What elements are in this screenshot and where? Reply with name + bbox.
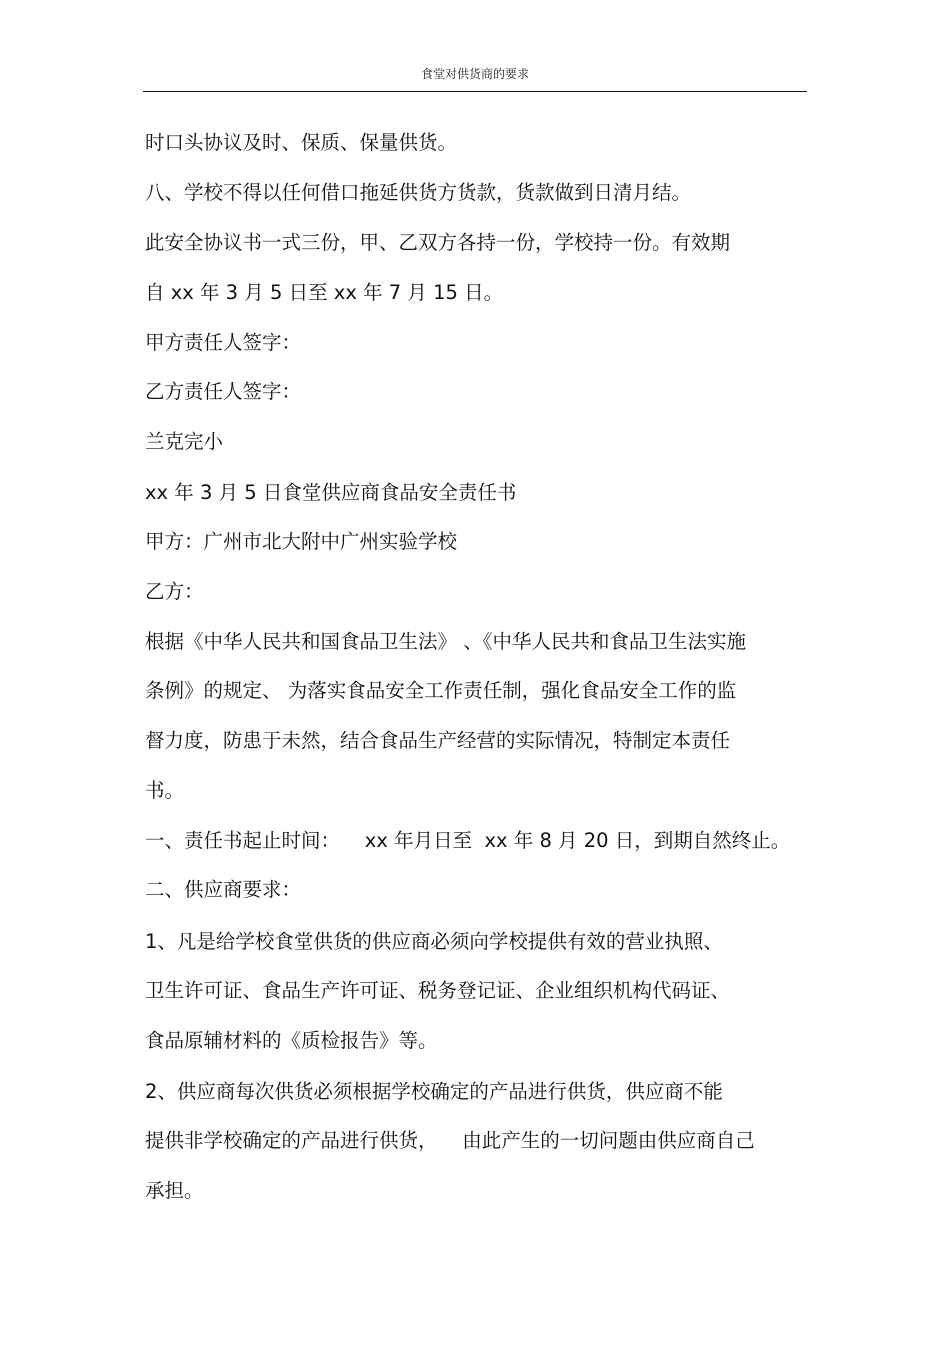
- body-line: 乙方：: [145, 580, 204, 603]
- body-line: 八、学校不得以任何借口拖延供货方货款，货款做到日清月结。: [145, 181, 692, 204]
- body-line: 根据《中华人民共和国食品卫生法》 、《中华人民共和食品卫生法实施: [145, 630, 746, 653]
- body-line: xx 年 3 月 5 日食堂供应商食品安全责任书: [145, 481, 517, 504]
- body-line: 条例》的规定、 为落实食品安全工作责任制，强化食品安全工作的监: [145, 679, 737, 702]
- body-line: 卫生许可证、食品生产许可证、税务登记证、企业组织机构代码证、: [145, 979, 731, 1002]
- body-line: 2、供应商每次供货必须根据学校确定的产品进行供货，供应商不能: [145, 1080, 723, 1103]
- body-line: 一、责任书起止时间： xx 年月日至 xx 年 8 月 20 日，到期自然终止。: [145, 829, 791, 852]
- body-line: 书。: [145, 779, 185, 802]
- body-line: 1、凡是给学校食堂供货的供应商必须向学校提供有效的营业执照、: [145, 930, 723, 953]
- body-line: 甲方：广州市北大附中广州实验学校: [145, 530, 458, 553]
- body-line: 自 xx 年 3 月 5 日至 xx 年 7 月 15 日。: [145, 281, 504, 304]
- body-line: 提供非学校确定的产品进行供货， 由此产生的一切问题由供应商自己: [145, 1129, 755, 1152]
- body-line: 二、供应商要求：: [145, 878, 302, 901]
- body-line: 承担。: [145, 1179, 204, 1202]
- body-line: 食品原辅材料的《质检报告》等。: [145, 1029, 438, 1052]
- body-line: 兰克完小: [145, 430, 224, 453]
- body-line: 此安全协议书一式三份，甲、乙双方各持一份，学校持一份。有效期: [145, 231, 731, 254]
- body-line: 督力度，防患于未然，结合食品生产经营的实际情况，特制定本责任: [145, 729, 731, 752]
- running-header: 食堂对供货商的要求: [420, 67, 529, 81]
- body-line: 时口头协议及时、保质、保量供货。: [145, 131, 458, 154]
- body-line: 甲方责任人签字：: [145, 331, 302, 354]
- body-line: 乙方责任人签字：: [145, 380, 302, 403]
- header-rule: [143, 91, 807, 92]
